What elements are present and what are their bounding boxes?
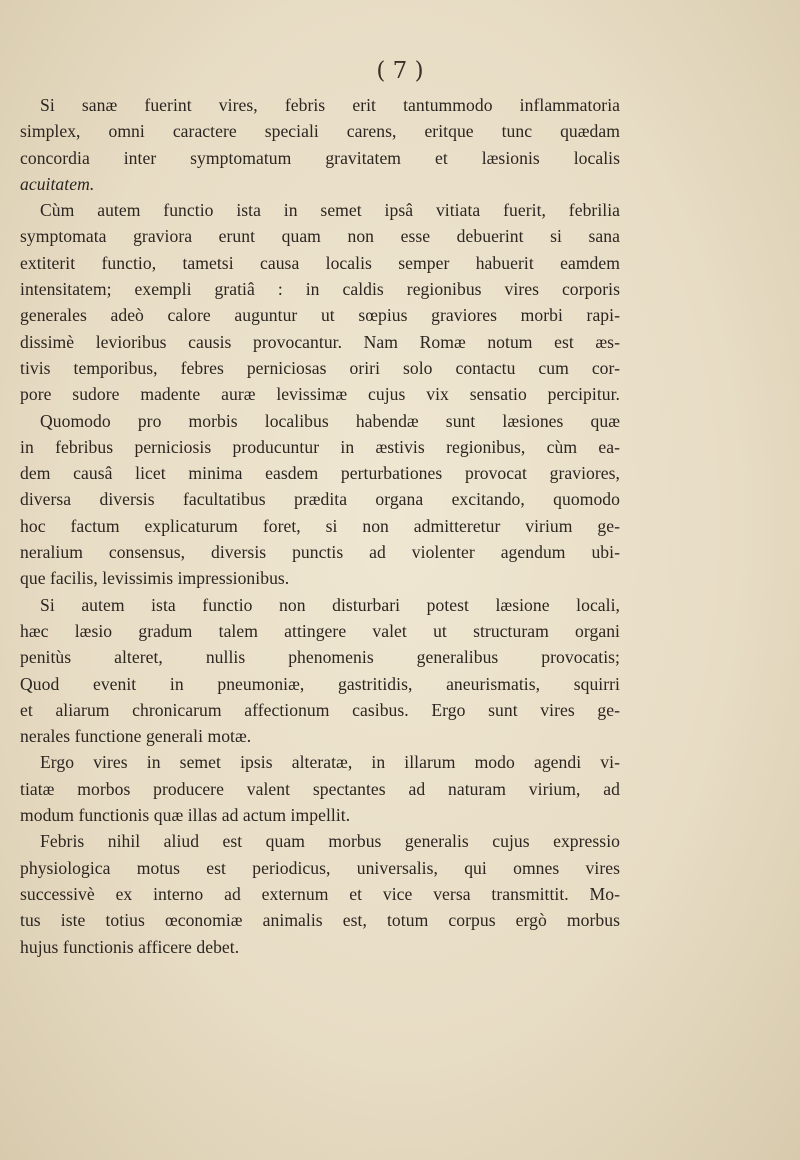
paragraph-5 xyxy=(20,749,620,828)
text-line: Ergo vires in semet ipsis alteratæ, in illarum modo agendi vi- xyxy=(40,752,620,773)
text-line: hæc læsio gradum talem attingere valet ut structuram organi xyxy=(20,620,620,641)
text-line: successivè ex interno ad externum et vice versa transmittit. Mo- xyxy=(20,883,620,904)
text-line: penitùs alteret, nullis phenomenis generalibus provocatis; xyxy=(20,647,620,668)
text-line: Si autem ista functio non disturbari potest læsione locali, xyxy=(40,594,620,615)
paragraph-2 xyxy=(20,197,620,407)
text-line: pore sudore madente auræ levissimæ cujus vix sensatio percipitur. xyxy=(20,384,620,405)
text-line: que facilis, levissimis impressionibus. xyxy=(20,568,290,589)
text-line: neralium consensus, diversis punctis ad violenter agendum ubi- xyxy=(20,542,620,563)
text-line: in febribus perniciosis producuntur in æstivis regionibus, cùm ea- xyxy=(20,436,620,457)
text-line: dissimè levioribus causis provocantur. Nam Romæ notum est æs- xyxy=(20,331,620,352)
text-line: acuitatem. xyxy=(20,173,95,194)
text-line: physiologica motus est periodicus, universalis, qui omnes vires xyxy=(20,857,620,878)
paragraph-1 xyxy=(20,92,620,197)
text-line: modum functionis quæ illas ad actum impellit. xyxy=(20,805,351,826)
text-line: tus iste totius œconomiæ animalis est, totum corpus ergò morbus xyxy=(20,910,620,931)
text-line: dem causâ licet minima easdem perturbationes provocat graviores, xyxy=(20,463,620,484)
text-line: Si sanæ fuerint vires, febris erit tantummodo inflammatoria xyxy=(40,95,620,115)
text-line: intensitatem; exempli gratiâ : in caldis regionibus vires corporis xyxy=(20,279,620,300)
text-line: Quomodo pro morbis localibus habendæ sunt læsiones quæ xyxy=(40,410,620,431)
text-line: Quod evenit in pneumoniæ, gastritidis, aneurismatis, squirri xyxy=(20,673,620,694)
paragraph-3 xyxy=(20,408,620,592)
text-line: symptomata graviora erunt quam non esse debuerint si sana xyxy=(20,226,620,247)
text-line: diversa diversis facultatibus prædita organa excitando, quomodo xyxy=(20,489,620,510)
paragraph-4 xyxy=(20,592,620,750)
text-line: nerales functione generali motæ. xyxy=(20,726,252,747)
text-line: hujus functionis afficere debet. xyxy=(20,936,240,957)
text-line: concordia inter symptomatum gravitatem et læsionis localis xyxy=(20,147,620,168)
page-number: ( 7 ) xyxy=(376,58,424,84)
text-line: extiterit functio, tametsi causa localis semper habuerit eamdem xyxy=(20,252,620,273)
text-line: hoc factum explicaturum foret, si non admitteretur virium ge- xyxy=(20,515,620,536)
text-line: tivis temporibus, febres perniciosas oriri solo contactu cum cor- xyxy=(20,357,620,378)
text-line: tiatæ morbos producere valent spectantes ad naturam virium, ad xyxy=(20,778,620,799)
text-line: generales adeò calore auguntur ut sœpius graviores morbi rapi- xyxy=(20,305,620,326)
text-line: simplex, omni caractere speciali carens, eritque tunc quædam xyxy=(20,121,620,142)
text-line: Febris nihil aliud est quam morbus generalis cujus expressio xyxy=(40,831,620,852)
text-line: Cùm autem functio ista in semet ipsâ vitiata fuerit, febrilia xyxy=(40,200,620,221)
body-text xyxy=(20,92,620,960)
paragraph-6 xyxy=(20,828,620,959)
text-line: et aliarum chronicarum affectionum casibus. Ergo sunt vires ge- xyxy=(20,699,620,720)
